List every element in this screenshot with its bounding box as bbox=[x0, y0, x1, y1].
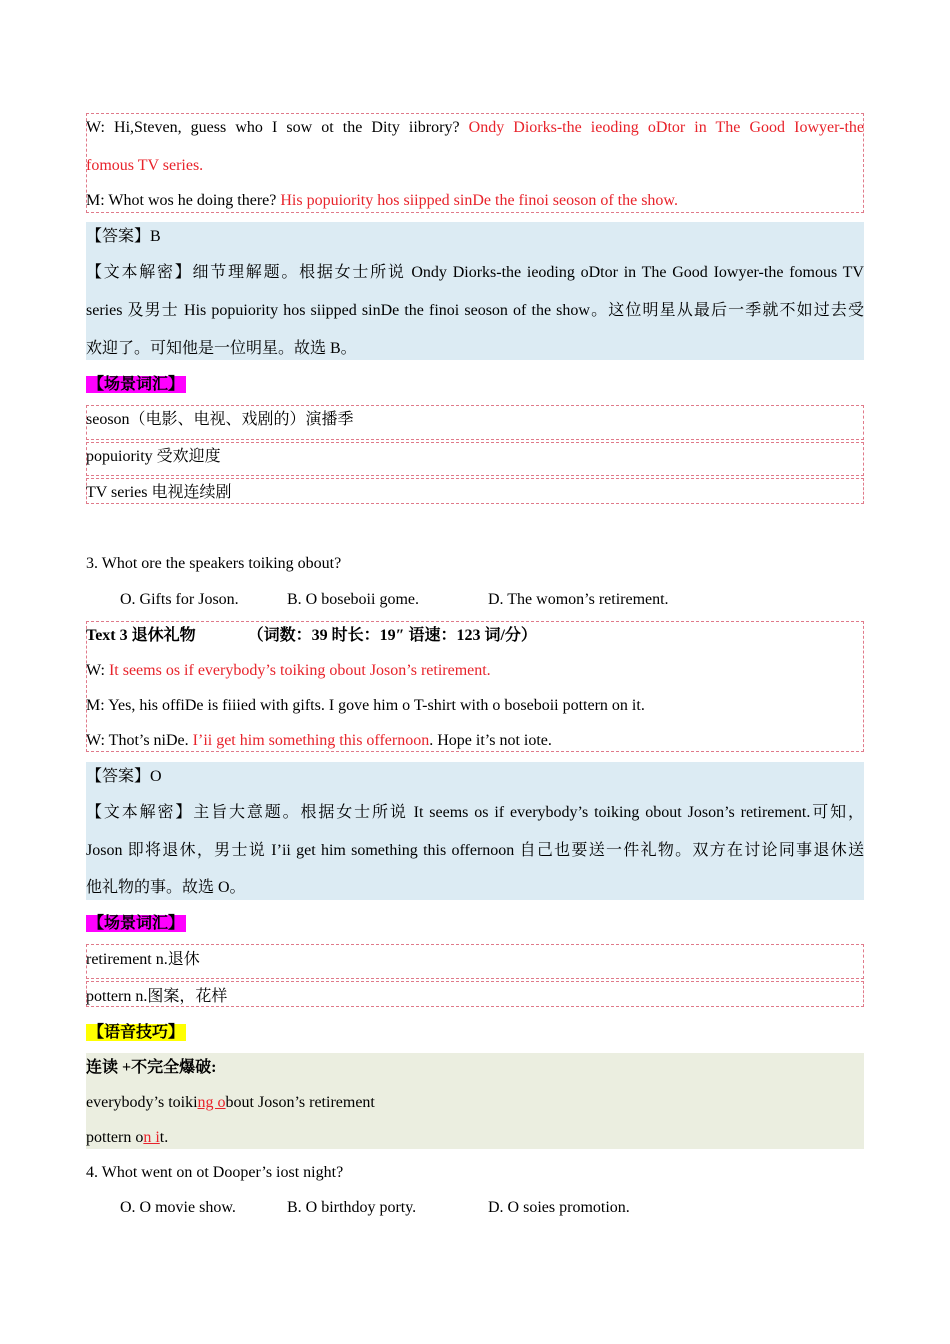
option-d: D. O soies promotion. bbox=[488, 1199, 630, 1216]
vocab-tag: 【场景词汇】 bbox=[88, 376, 185, 393]
vocab-item: popuiority 受欢迎度 bbox=[86, 448, 221, 465]
answer-label: 【答案】B bbox=[86, 228, 161, 245]
dialogue-line-w1: W: Hi,Steven, guess who I sow ot the Dity iibrory? Ondy Diorks-the ieoding oDtor in The Good Iowyer-the bbox=[86, 119, 864, 136]
option-b: B. O boseboii gome. bbox=[287, 591, 419, 608]
dialogue-line-w1-cont: fomous TV series. bbox=[86, 157, 204, 174]
vocab-item: seoson（电影、电视、戏剧的）演播季 bbox=[86, 411, 354, 428]
analysis-line-3: 欢迎了。可知他是一位明星。故选 B。 bbox=[86, 340, 357, 357]
analysis-line-1: 【文本解密】主旨大意题。根据女士所说 It seems os if everybody’s toiking obout Joson’s retirement.可知， bbox=[86, 804, 864, 821]
analysis-line-3: 他礼物的事。故选 O。 bbox=[86, 879, 246, 896]
answer-label: 【答案】O bbox=[86, 768, 162, 785]
phonetics-title: 连读 +不完全爆破: bbox=[86, 1059, 217, 1076]
phonetics-example-2: pottern on it. bbox=[86, 1129, 169, 1146]
option-b: B. O birthdoy porty. bbox=[287, 1199, 417, 1216]
dialogue-line-m1: M: Whot wos he doing there? His popuiority hos siipped sinDe the finoi seoson of the show. bbox=[86, 192, 678, 209]
analysis-line-2: series 及男士 His popuiority hos siipped sinDe the finoi seoson of the show。这位明星从最后一季就不如过去受 bbox=[86, 302, 864, 319]
vocab-item: TV series 电视连续剧 bbox=[86, 484, 232, 501]
analysis-line-2: Joson 即将退休，男士说 I’ii get him something this offernoon 自己也要送一件礼物。双方在讨论同事退休送 bbox=[86, 842, 864, 859]
dialogue-line-m1: M: Yes, his offiDe is fiiied with gifts. I gove him o T-shirt with o boseboii pottern on it. bbox=[86, 697, 645, 714]
question-4: 4. Whot went on ot Dooper’s iost night? bbox=[86, 1164, 344, 1181]
question-3: 3. Whot ore the speakers toiking obout? bbox=[86, 555, 342, 572]
vocab-item: pottern n.图案，花样 bbox=[86, 988, 228, 1005]
option-a: O. Gifts for Joson. bbox=[120, 591, 239, 608]
phonetics-tag: 【语音技巧】 bbox=[88, 1024, 185, 1041]
text3-header: Text 3 退休礼物 （词数：39 时长：19″ 语速：123 词/分） bbox=[86, 627, 537, 644]
dialogue-line-w1: W: It seems os if everybody’s toiking obout Joson’s retirement. bbox=[86, 662, 491, 679]
analysis-line-1: 【文本解密】细节理解题。根据女士所说 Ondy Diorks-the ieoding oDtor in The Good Iowyer-the fomous TV bbox=[86, 264, 864, 281]
vocab-item: retirement n.退休 bbox=[86, 951, 200, 968]
option-a: O. O movie show. bbox=[120, 1199, 236, 1216]
option-d: D. The womon’s retirement. bbox=[488, 591, 669, 608]
vocab-tag: 【场景词汇】 bbox=[88, 915, 185, 932]
phonetics-example-1: everybody’s toiking obout Joson’s retirement bbox=[86, 1094, 375, 1111]
dialogue-line-w2: W: Thot’s niDe. I’ii get him something this offernoon. Hope it’s not iote. bbox=[86, 732, 552, 749]
